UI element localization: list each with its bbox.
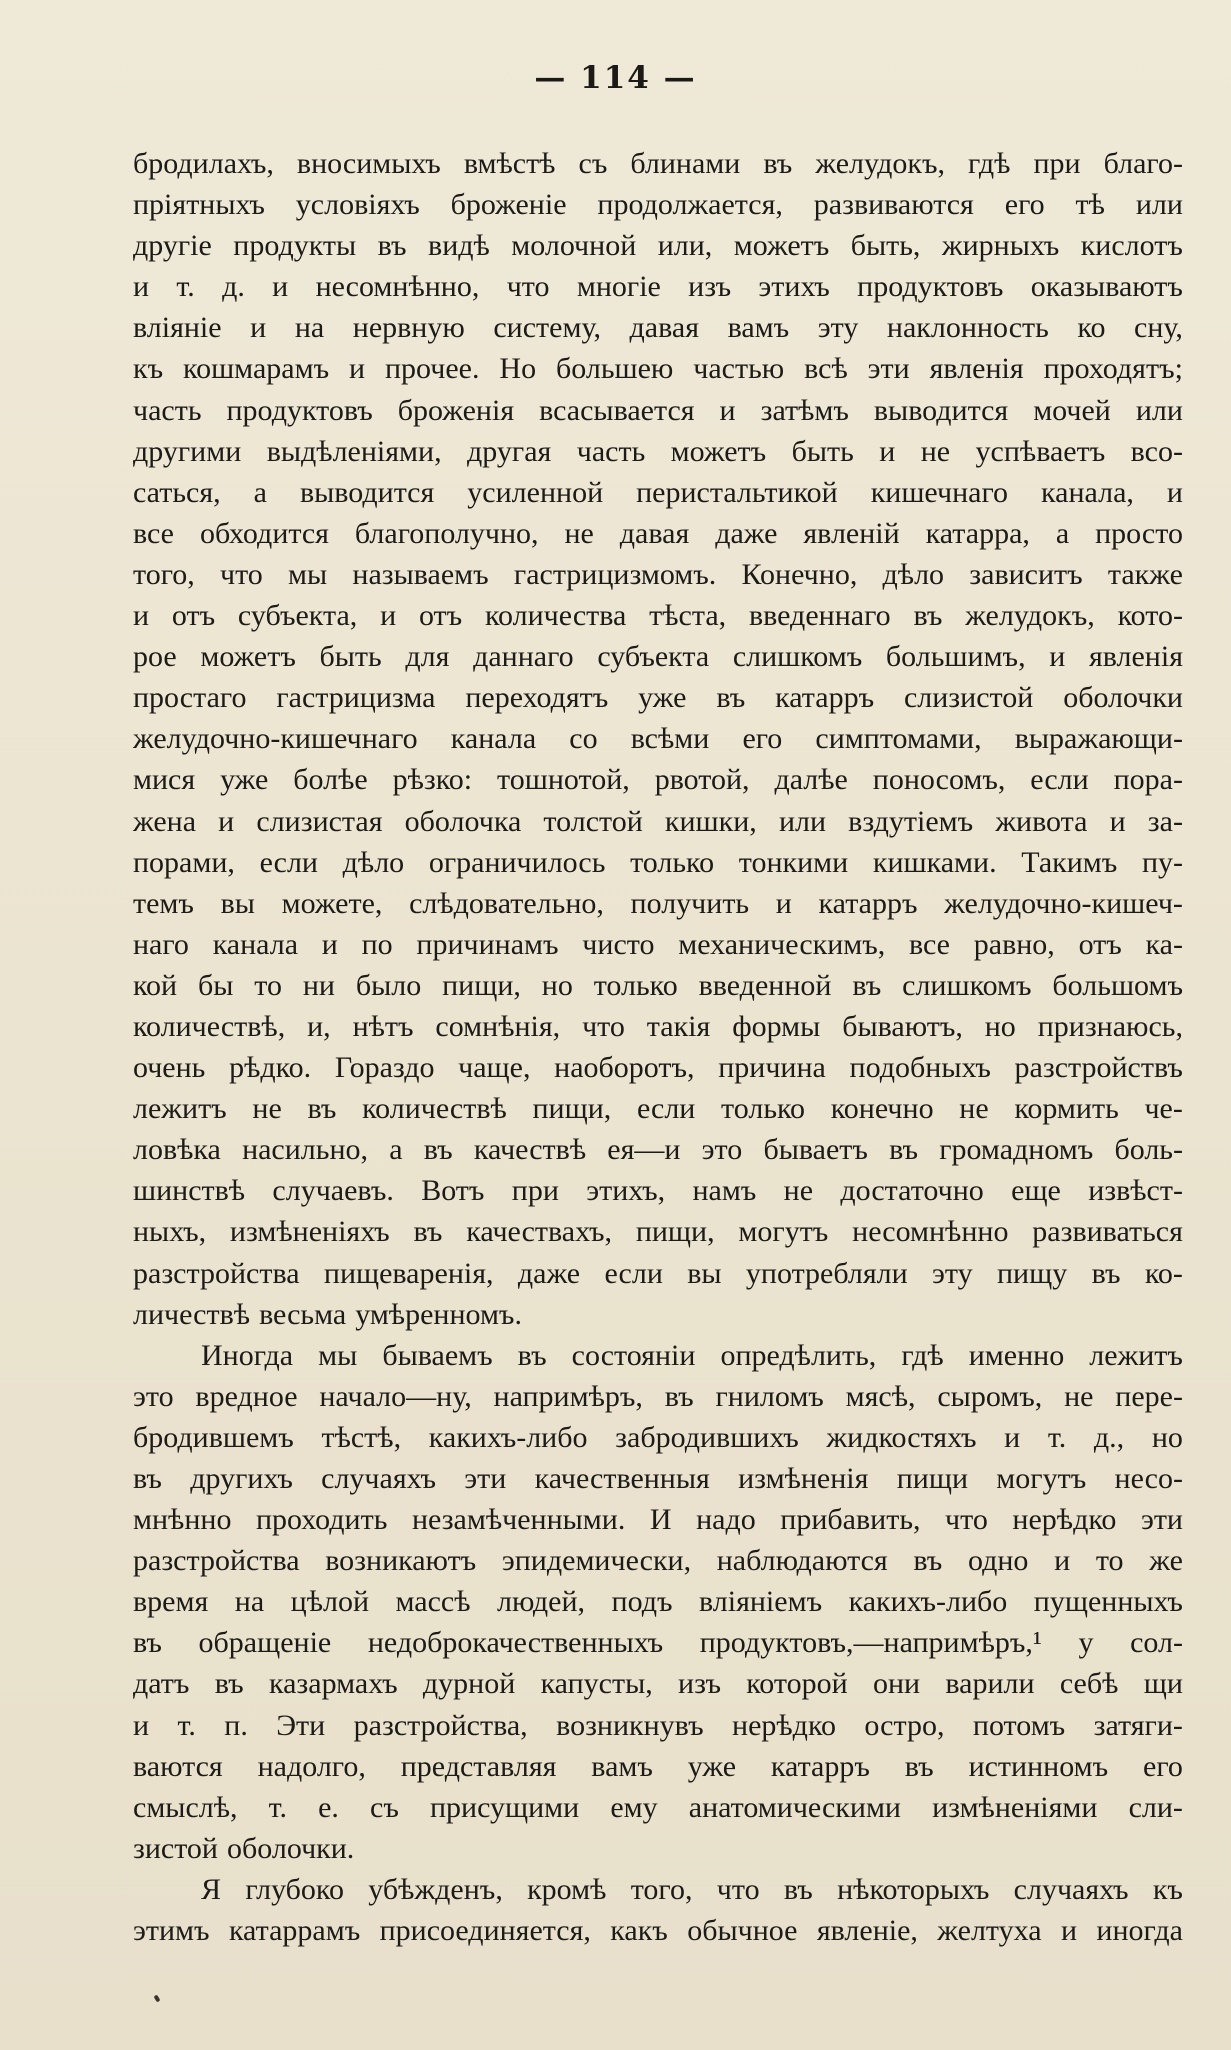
text-line: мнѣнно проходить незамѣченными. И надо прибавить, что нерѣдко эти (133, 1503, 1183, 1537)
text-line: разстройства пищеваренія, даже если вы употребляли эту пищу въ ко- (133, 1256, 1183, 1290)
text-line: время на цѣлой массѣ людей, подъ вліяніемъ какихъ-либо пущенныхъ (133, 1585, 1183, 1619)
text-line: темъ вы можете, слѣдовательно, получить и катарръ желудочно-кишеч- (133, 886, 1183, 920)
text-line: другими выдѣленіями, другая часть можетъ быть и не успѣваетъ всо- (133, 434, 1183, 468)
text-line: желудочно-кишечнаго канала со всѣми его симптомами, выражающи- (133, 722, 1183, 756)
text-line: другіе продукты въ видѣ молочной или, можетъ быть, жирныхъ кислотъ (133, 229, 1183, 263)
text-line: Иногда мы бываемъ въ состояніи опредѣлить, гдѣ именно лежитъ (201, 1338, 1183, 1372)
text-line: количествѣ, и, нѣтъ сомнѣнія, что такія формы бываютъ, но признаюсь, (133, 1009, 1183, 1043)
text-line: пріятныхъ условіяхъ броженіе продолжается, развиваются его тѣ или (133, 188, 1183, 222)
text-line: бродилахъ, вносимыхъ вмѣстѣ съ блинами въ желудокъ, гдѣ при благо- (133, 147, 1183, 180)
paragraph (133, 143, 1183, 1335)
text-line: въ обращеніе недоброкачественныхъ продуктовъ,—напримѣръ,¹ у сол- (133, 1626, 1183, 1660)
text-line: и т. п. Эти разстройства, возникнувъ нерѣдко остро, потомъ затяги- (133, 1708, 1183, 1742)
text-line: ваются надолго, представляя вамъ уже катарръ въ истинномъ его (133, 1749, 1183, 1783)
text-line: простаго гастрицизма переходятъ уже въ катарръ слизистой оболочки (133, 681, 1183, 715)
text-line: кой бы то ни было пищи, но только введенной въ слишкомъ большомъ (133, 968, 1183, 1002)
text-line: мися уже болѣе рѣзко: тошнотой, рвотой, далѣе поносомъ, если пора- (133, 763, 1183, 797)
paragraph (133, 1869, 1183, 1951)
text-line: все обходится благополучно, не давая даже явленій катарра, а просто (133, 516, 1183, 550)
text-line: лежитъ не въ количествѣ пищи, если только конечно не кормить че- (133, 1092, 1183, 1126)
text-line: наго канала и по причинамъ чисто механическимъ, все равно, отъ ка- (133, 927, 1183, 961)
text-line: и т. д. и несомнѣнно, что многіе изъ этихъ продуктовъ оказываютъ (133, 270, 1183, 304)
text-line: шинствѣ случаевъ. Вотъ при этихъ, намъ не достаточно еще извѣст- (133, 1174, 1183, 1208)
text-line: ныхъ, измѣненіяхъ въ качествахъ, пищи, могутъ несомнѣнно развиваться (133, 1215, 1183, 1249)
text-line: датъ въ казармахъ дурной капусты, изъ которой они варили себѣ щи (133, 1667, 1183, 1701)
body-text (133, 143, 1183, 1951)
text-line: бродившемъ тѣстѣ, какихъ-либо забродившихъ жидкостяхъ и т. д., но (133, 1420, 1183, 1454)
text-line: порами, если дѣло ограничилось только тонкими кишками. Такимъ пу- (133, 845, 1183, 879)
paragraph (133, 1335, 1183, 1869)
ink-speck (154, 1994, 161, 2002)
page-number: — 114 — (534, 60, 697, 96)
text-line: саться, а выводится усиленной перистальтикой кишечнаго канала, и (133, 475, 1183, 509)
text-line: рое можетъ быть для даннаго субъекта слишкомъ большимъ, и явленія (133, 640, 1183, 674)
text-line: жена и слизистая оболочка толстой кишки, или вздутіемъ живота и за- (133, 804, 1183, 838)
text-line: разстройства возникаютъ эпидемически, наблюдаются въ одно и то же (133, 1544, 1183, 1578)
text-line: ловѣка насильно, а въ качествѣ ея—и это бываетъ въ громадномъ боль- (133, 1133, 1183, 1167)
text-line: часть продуктовъ броженія всасывается и затѣмъ выводится мочей или (133, 393, 1183, 427)
text-line: и отъ субъекта, и отъ количества тѣста, введеннаго въ желудокъ, кото- (133, 599, 1183, 633)
text-line: Я глубоко убѣжденъ, кромѣ того, что въ нѣкоторыхъ случаяхъ къ (201, 1872, 1183, 1906)
text-line: личествѣ весьма умѣренномъ. (133, 1297, 522, 1331)
text-line: къ кошмарамъ и прочее. Но большею частью всѣ эти явленія проходятъ; (133, 352, 1183, 386)
text-line: это вредное начало—ну, напримѣръ, въ гниломъ мясѣ, сыромъ, не пере- (133, 1379, 1183, 1413)
text-line: зистой оболочки. (133, 1831, 355, 1865)
text-line: этимъ катаррамъ присоединяется, какъ обычное явленіе, желтуха и иногда (133, 1914, 1183, 1948)
text-line: вліяніе и на нервную систему, давая вамъ эту наклонность ко сну, (133, 311, 1183, 345)
text-line: въ другихъ случаяхъ эти качественныя измѣненія пищи могутъ несо- (133, 1462, 1183, 1495)
text-line: очень рѣдко. Гораздо чаще, наоборотъ, причина подобныхъ разстройствъ (133, 1051, 1183, 1085)
text-line: смыслѣ, т. е. съ присущими ему анатомическими измѣненіями сли- (133, 1790, 1183, 1824)
text-line: того, что мы называемъ гастрицизмомъ. Конечно, дѣло зависитъ также (133, 557, 1183, 591)
